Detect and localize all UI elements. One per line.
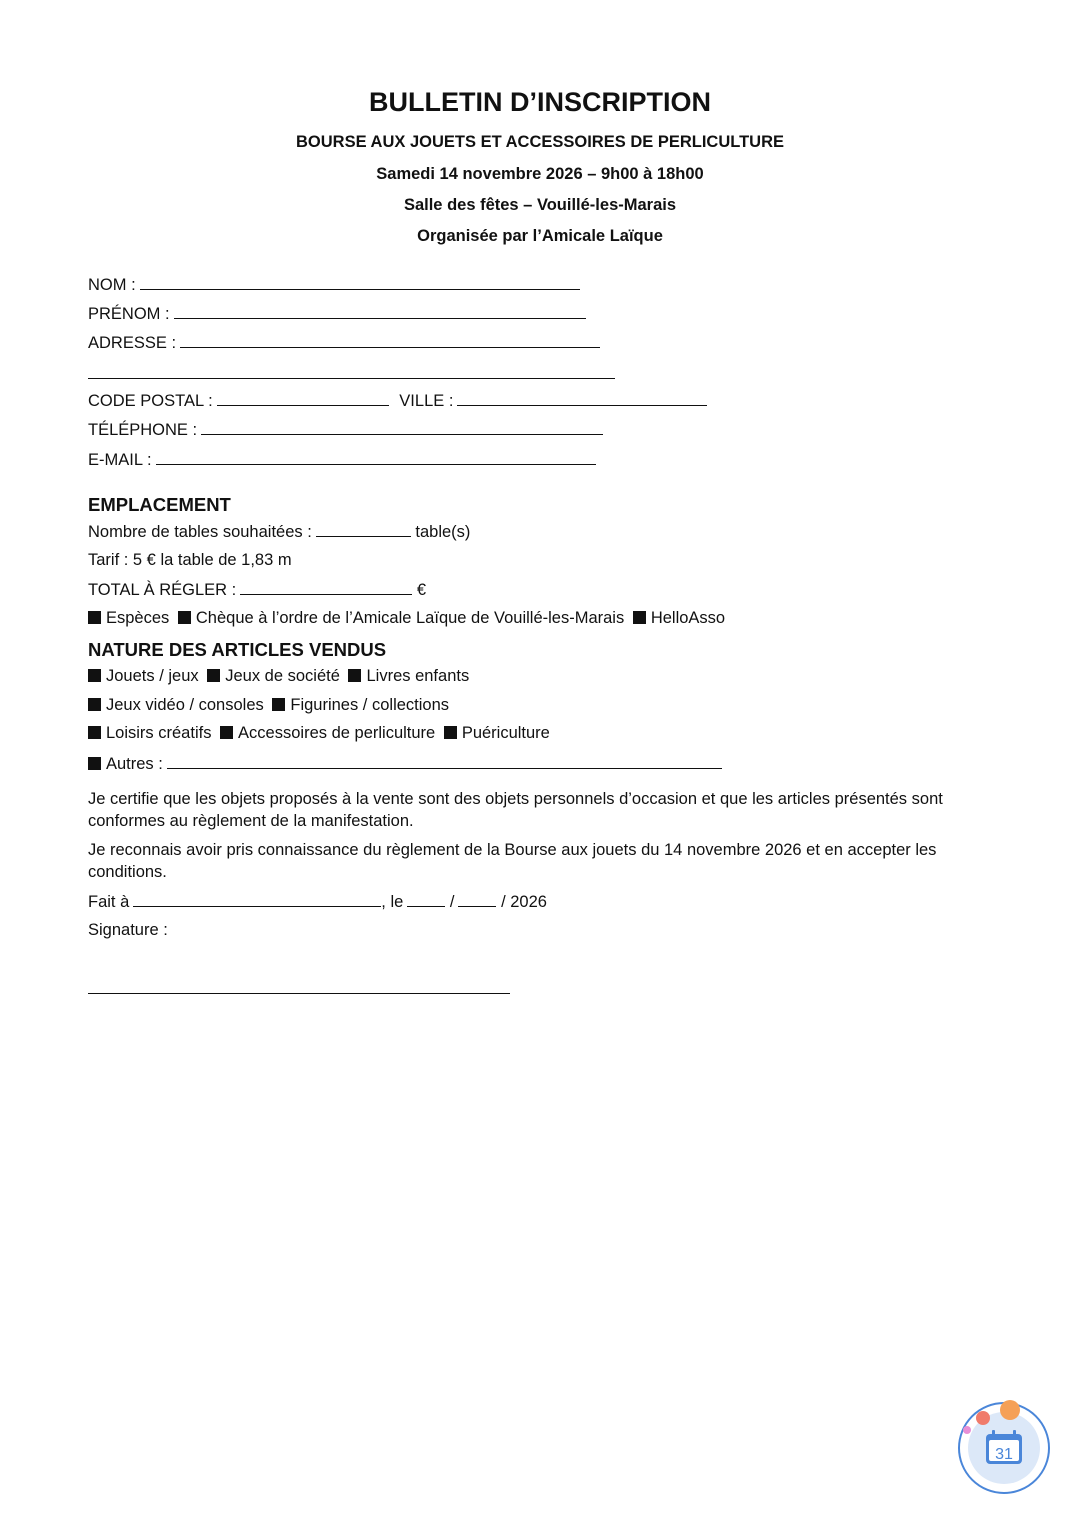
prenom-field: [88, 302, 586, 325]
certify-statement: Je certifie que les objets proposés à la vente sont des objets personnels d’occasion et que les articles présentés sont conformes au règlement de la manifestation.: [88, 790, 943, 830]
le-label: , le: [381, 893, 404, 911]
adresse-label: ADRESSE :: [88, 334, 177, 352]
adresse-second-line[interactable]: [88, 378, 615, 379]
tables-field: [88, 520, 470, 543]
telephone-blank[interactable]: [201, 418, 603, 435]
nom-field: [88, 273, 580, 296]
code-postal-label: CODE POSTAL :: [88, 392, 213, 410]
article-option[interactable]: Livres enfants: [348, 667, 469, 685]
articles-row-3: [88, 722, 550, 744]
checkbox-icon: [88, 726, 101, 739]
checkbox-icon: [220, 726, 233, 739]
ville-label: VILLE :: [399, 392, 454, 410]
total-blank[interactable]: [240, 578, 412, 595]
checkbox-icon: [207, 669, 220, 682]
article-option[interactable]: Jeux de société: [207, 667, 340, 685]
prenom-label: PRÉNOM :: [88, 305, 170, 323]
autres-field: [88, 752, 722, 775]
checkbox-icon: [272, 698, 285, 711]
calendar-badge[interactable]: [956, 1396, 1056, 1496]
articles-row-2: [88, 694, 449, 716]
adresse-field: [88, 331, 600, 354]
signature-line[interactable]: [88, 993, 510, 994]
checkbox-icon[interactable]: [88, 757, 101, 770]
total-unit: €: [416, 581, 427, 599]
ville-blank[interactable]: [457, 389, 707, 406]
calendar-day: 31: [995, 1446, 1013, 1463]
checkbox-icon: [88, 611, 101, 624]
articles-heading: NATURE DES ARTICLES VENDUS: [88, 639, 387, 660]
articles-row-1: [88, 665, 469, 687]
email-field: [88, 448, 596, 471]
article-option[interactable]: Puériculture: [444, 724, 550, 742]
checkbox-icon: [348, 669, 361, 682]
nom-label: NOM :: [88, 276, 136, 294]
checkbox-icon: [88, 669, 101, 682]
article-option[interactable]: Jeux vidéo / consoles: [88, 696, 264, 714]
tarif-text: Tarif : 5 € la table de 1,83 m: [88, 551, 292, 569]
event-date: Samedi 14 novembre 2026 – 9h00 à 18h00: [376, 165, 704, 183]
event-organizer: Organisée par l’Amicale Laïque: [417, 227, 663, 245]
code-postal-blank[interactable]: [217, 389, 389, 406]
nom-blank[interactable]: [140, 273, 580, 290]
signature-label: Signature :: [88, 921, 168, 939]
telephone-label: TÉLÉPHONE :: [88, 421, 198, 439]
acknowledge-statement: Je reconnais avoir pris connaissance du règlement de la Bourse aux jouets du 14 novembre 2026 et en accepter les conditions.: [88, 841, 937, 881]
event-venue: Salle des fêtes – Vouillé-les-Marais: [403, 196, 677, 214]
checkbox-icon: [178, 611, 191, 624]
payment-option[interactable]: HelloAsso: [633, 609, 725, 627]
tables-blank[interactable]: [316, 520, 411, 537]
emplacement-heading: EMPLACEMENT: [88, 494, 231, 515]
checkbox-icon: [88, 698, 101, 711]
event-name: BOURSE AUX JOUETS ET ACCESSOIRES DE PERLICULTURE: [295, 133, 785, 151]
article-option[interactable]: Jouets / jeux: [88, 667, 199, 685]
total-label: TOTAL À RÉGLER :: [88, 581, 237, 599]
day-blank[interactable]: [407, 890, 445, 907]
payment-option[interactable]: Chèque à l’ordre de l’Amicale Laïque de Vouillé-les-Marais: [178, 609, 624, 627]
page-title: BULLETIN D’INSCRIPTION: [369, 87, 711, 117]
fait-a-label: Fait à: [88, 893, 130, 911]
fait-a-field: [88, 890, 547, 913]
date-slash: /: [449, 893, 455, 911]
autres-label: Autres :: [106, 755, 163, 773]
article-option[interactable]: Accessoires de perliculture: [220, 724, 435, 742]
fait-a-blank[interactable]: [133, 890, 381, 907]
email-label: E-MAIL :: [88, 451, 152, 469]
checkbox-icon: [633, 611, 646, 624]
adresse-blank[interactable]: [180, 331, 600, 348]
payment-option[interactable]: Espèces: [88, 609, 169, 627]
code-postal-ville-field: [88, 389, 707, 412]
autres-blank[interactable]: [167, 752, 722, 769]
tables-label: Nombre de tables souhaitées :: [88, 523, 312, 541]
checkbox-icon: [444, 726, 457, 739]
payment-options: [88, 607, 725, 629]
calendar-icon: [956, 1396, 1056, 1496]
article-option[interactable]: Loisirs créatifs: [88, 724, 211, 742]
total-field: [88, 578, 426, 601]
prenom-blank[interactable]: [174, 302, 586, 319]
month-blank[interactable]: [458, 890, 496, 907]
email-blank[interactable]: [156, 448, 596, 465]
tables-unit: table(s): [415, 523, 471, 541]
article-option[interactable]: Figurines / collections: [272, 696, 449, 714]
telephone-field: [88, 418, 603, 441]
year-label: / 2026: [501, 893, 547, 911]
